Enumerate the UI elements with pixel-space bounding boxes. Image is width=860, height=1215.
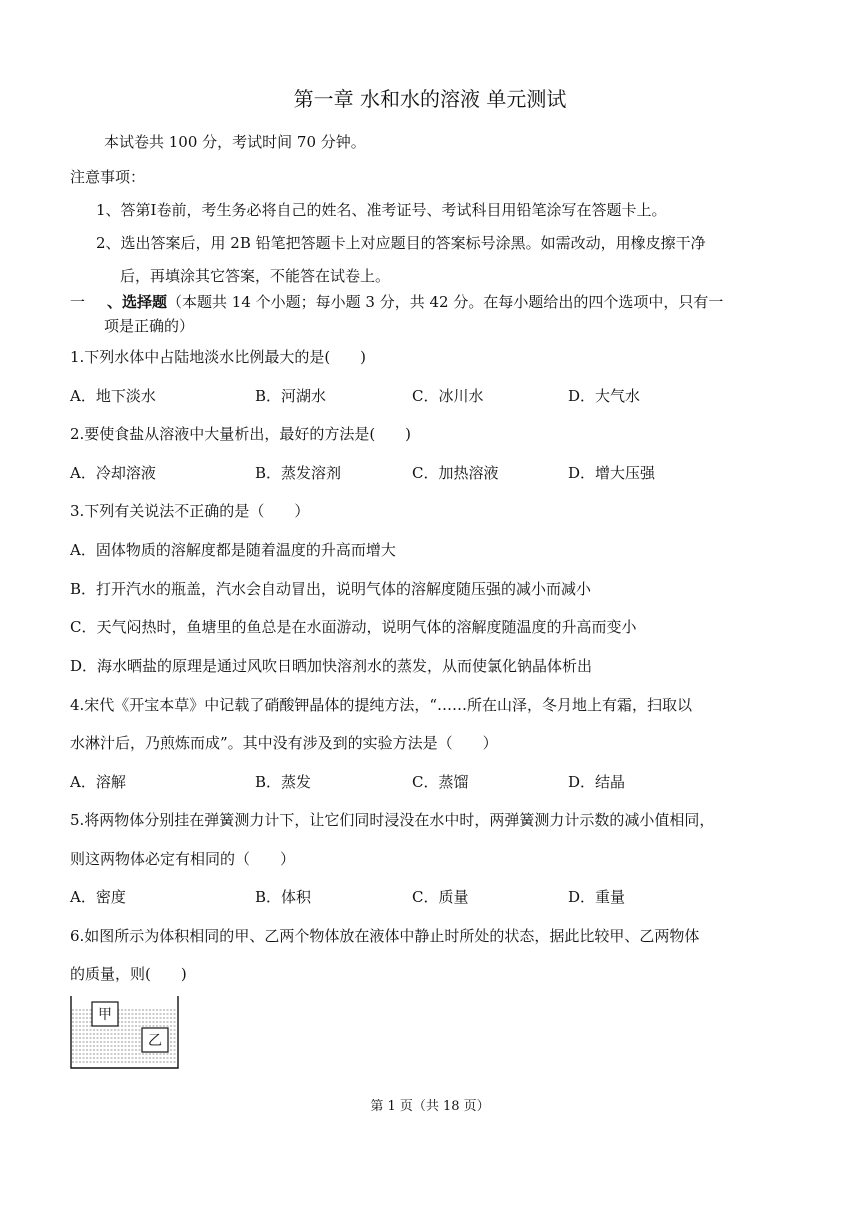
section-name: 、选择题 xyxy=(107,293,168,311)
page-title: 第一章 水和水的溶液 单元测试 xyxy=(293,87,567,111)
question-stem: 6.如图所示为体积相同的甲、乙两个物体放在液体中静止时所处的状态，据此比较甲、乙两物体 xyxy=(70,927,700,945)
question-stem: 3.下列有关说法不正确的是（ ） xyxy=(70,502,310,520)
option-c: C．蒸馏 xyxy=(412,773,469,791)
note-item-continued: 后，再填涂其它答案，不能答在试卷上。 xyxy=(120,267,391,285)
question-stem: 4.宋代《开宝本草》中记载了硝酸钾晶体的提纯方法，“……所在山泽，冬月地上有霜，扫取以 xyxy=(70,696,692,714)
note-item: 1、答第Ⅰ卷前，考生务必将自己的姓名、准考证号、考试科目用铅笔涂写在答题卡上。 xyxy=(96,201,667,219)
option-c: C．天气闷热时，鱼塘里的鱼总是在水面游动，说明气体的溶解度随温度的升高而变小 xyxy=(70,618,637,636)
option-d: D．重量 xyxy=(568,888,626,906)
option-a: A．地下淡水 xyxy=(70,387,156,405)
liquid-container-figure xyxy=(70,996,180,1074)
question-stem-continued: 水淋汁后，乃煎炼而成”。其中没有涉及到的实验方法是（ ） xyxy=(70,734,498,752)
question-stem: 1.下列水体中占陆地淡水比例最大的是( ) xyxy=(70,348,367,366)
section-description-continued: 项是正确的） xyxy=(104,317,195,335)
option-d: D．增大压强 xyxy=(568,464,656,482)
option-d: D．海水晒盐的原理是通过风吹日晒加快溶剂水的蒸发，从而使氯化钠晶体析出 xyxy=(70,657,593,675)
object-b-label: 乙 xyxy=(148,1033,162,1049)
option-c: C．质量 xyxy=(412,888,469,906)
page-footer: 第 1 页（共 18 页） xyxy=(370,1099,490,1114)
option-b: B．蒸发溶剂 xyxy=(255,464,342,482)
option-a: A．溶解 xyxy=(70,773,126,791)
option-c: C．冰川水 xyxy=(412,387,484,405)
question-stem: 2.要使食盐从溶液中大量析出，最好的方法是( ) xyxy=(70,425,412,443)
option-a: A．固体物质的溶解度都是随着温度的升高而增大 xyxy=(70,541,396,559)
question-stem: 5.将两物体分别挂在弹簧测力计下，让它们同时浸没在水中时，两弹簧测力计示数的减小值相同， xyxy=(70,811,715,829)
option-b: B．打开汽水的瓶盖，汽水会自动冒出，说明气体的溶解度随压强的减小而减小 xyxy=(70,580,592,598)
option-b: B．河湖水 xyxy=(255,387,327,405)
question-stem-continued: 则这两物体必定有相同的（ ） xyxy=(70,850,296,868)
option-d: D．大气水 xyxy=(568,387,641,405)
option-a: A．密度 xyxy=(70,888,126,906)
section-description: （本题共 14 个小题；每小题 3 分，共 42 分。在每小题给出的四个选项中，只有一 xyxy=(167,293,724,311)
option-b: B．蒸发 xyxy=(255,773,312,791)
note-item: 2、选出答案后，用 2B 铅笔把答题卡上对应题目的答案标号涂黑。如需改动，用橡皮擦干净 xyxy=(96,234,706,252)
option-a: A．冷却溶液 xyxy=(70,464,156,482)
option-d: D．结晶 xyxy=(568,773,626,791)
option-b: B．体积 xyxy=(255,888,312,906)
question-stem-continued: 的质量，则( ) xyxy=(70,965,187,983)
section-number: 一 xyxy=(70,293,86,311)
notes-heading: 注意事项： xyxy=(70,168,146,186)
option-c: C．加热溶液 xyxy=(412,464,499,482)
section-heading xyxy=(70,292,723,312)
exam-intro: 本试卷共 100 分，考试时间 70 分钟。 xyxy=(104,133,366,151)
object-a-label: 甲 xyxy=(98,1007,112,1023)
